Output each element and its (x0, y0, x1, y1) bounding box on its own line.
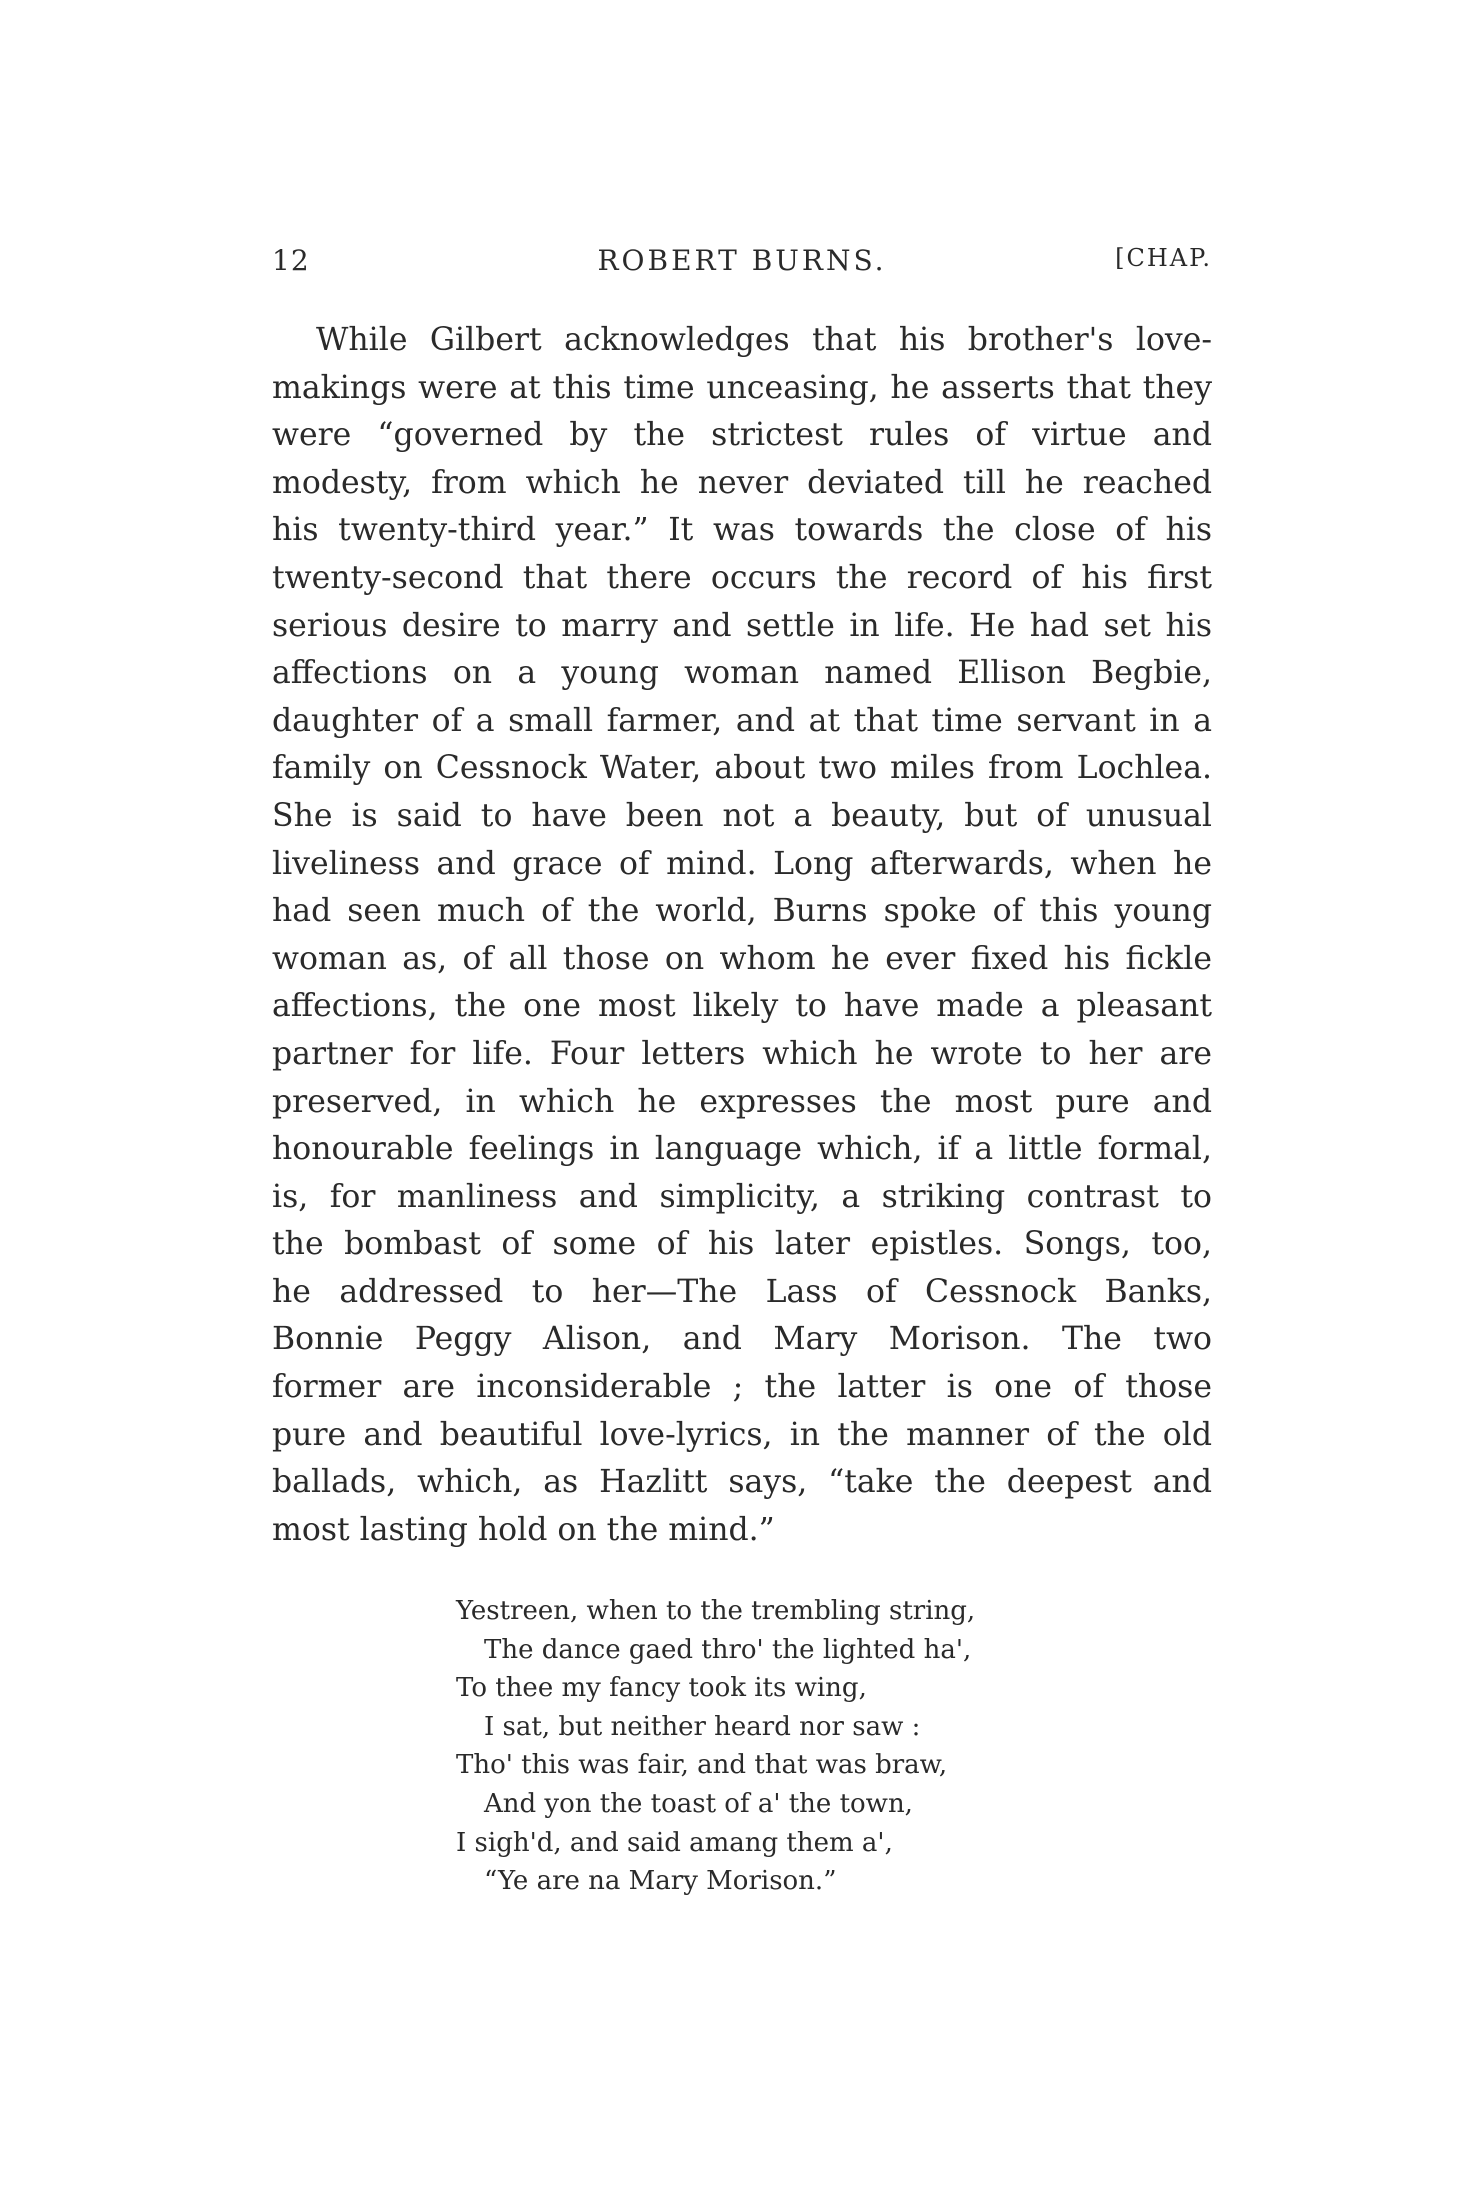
text-line: affections, the one most likely to have made a pleasant (272, 988, 1212, 1025)
text-line: were “governed by the strictest rules of virtue and (272, 417, 1212, 454)
poem-line: The dance gaed thro' the lighted ha', (484, 1634, 972, 1665)
body-paragraph (272, 317, 1212, 1554)
text-line: former are inconsiderable ; the latter is one of those (272, 1369, 1212, 1406)
text-line: While Gilbert acknowledges that his brother's love- (316, 322, 1212, 358)
poem-line: To thee my fancy took its wing, (456, 1673, 867, 1704)
text-line: ballads, which, as Hazlitt says, “take the deepest and (272, 1464, 1212, 1501)
text-line: had seen much of the world, Burns spoke of this young (272, 893, 1212, 930)
text-line: Bonnie Peggy Alison, and Mary Morison. The two (272, 1321, 1212, 1358)
text-line: honourable feelings in language which, if a little formal, (272, 1131, 1212, 1168)
text-line: he addressed to her—The Lass of Cessnock Banks, (272, 1273, 1212, 1310)
running-header (272, 244, 1212, 284)
text-line: most lasting hold on the mind.” (272, 1511, 775, 1548)
text-line: modesty, from which he never deviated till he reached (272, 464, 1212, 501)
text-line: daughter of a small farmer, and at that time servant in a (272, 702, 1212, 739)
poem-stanza (456, 1592, 975, 1901)
text-line: twenty-second that there occurs the record of his first (272, 559, 1212, 596)
text-line: family on Cessnock Water, about two miles from Lochlea. (272, 750, 1212, 787)
text-line: affections on a young woman named Ellison Begbie, (272, 655, 1212, 692)
poem-line: And yon the toast of a' the town, (484, 1788, 913, 1819)
poem-line: I sat, but neither heard nor saw : (484, 1711, 921, 1742)
poem-line: Yestreen, when to the trembling string, (456, 1596, 976, 1626)
chapter-mark: [CHAP. (1115, 244, 1212, 272)
text-line: partner for life. Four letters which he wrote to her are (272, 1035, 1212, 1072)
text-line: the bombast of some of his later epistles. Songs, too, (272, 1226, 1212, 1263)
poem-line: “Ye are na Mary Morison.” (484, 1866, 837, 1897)
text-line: liveliness and grace of mind. Long afterwards, when he (272, 845, 1212, 882)
running-title: ROBERT BURNS. (597, 244, 887, 277)
text-line: woman as, of all those on whom he ever fixed his fickle (272, 940, 1212, 977)
text-line: preserved, in which he expresses the most pure and (272, 1083, 1212, 1120)
text-line: makings were at this time unceasing, he asserts that they (272, 369, 1212, 406)
page-number: 12 (272, 244, 310, 277)
poem-line: I sigh'd, and said amang them a', (456, 1827, 893, 1858)
text-line: She is said to have been not a beauty, but of unusual (272, 797, 1212, 834)
text-line: serious desire to marry and settle in life. He had set his (272, 607, 1212, 644)
text-line: is, for manliness and simplicity, a striking contrast to (272, 1178, 1212, 1215)
text-line: pure and beautiful love-lyrics, in the manner of the old (272, 1416, 1212, 1453)
poem-line: Tho' this was fair, and that was braw, (456, 1750, 948, 1781)
text-line: his twenty-third year.” It was towards the close of his (272, 512, 1212, 549)
